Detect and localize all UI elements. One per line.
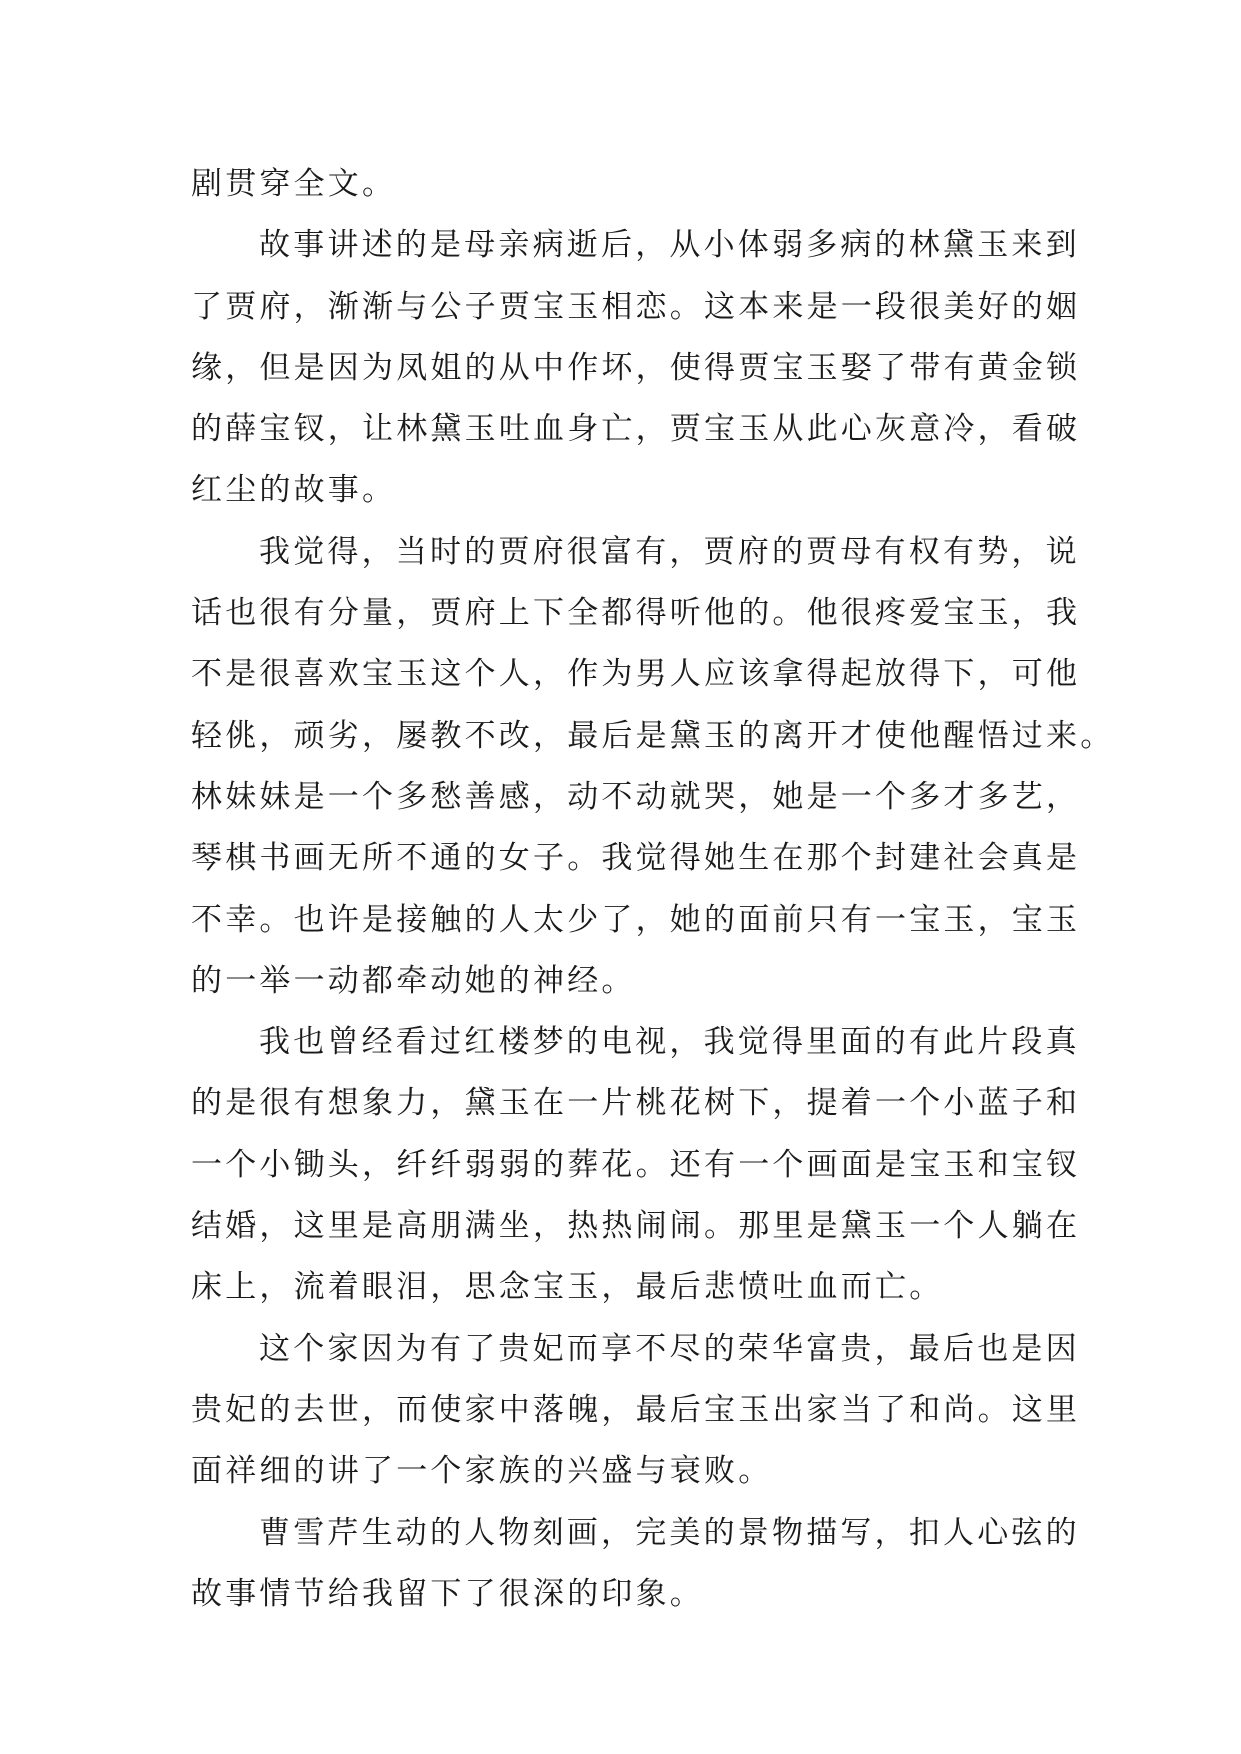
text-line: 轻佻，顽劣，屡教不改，最后是黛玉的离开才使他醒悟过来。 (191, 717, 1115, 754)
text-line: 了贾府，渐渐与公子贾宝玉相恋。这本来是一段很美好的姻 (191, 288, 1081, 325)
text-line: 故事情节给我留下了很深的印象。 (191, 1575, 704, 1612)
text-line: 一个小锄头，纤纤弱弱的葬花。还有一个画面是宝玉和宝钗 (191, 1146, 1081, 1183)
text-line: 林妹妹是一个多愁善感，动不动就哭，她是一个多才多艺， (191, 778, 1081, 815)
text-line: 结婚，这里是高朋满坐，热热闹闹。那里是黛玉一个人躺在 (191, 1208, 1081, 1245)
text-line: 面祥细的讲了一个家族的兴盛与衰败。 (191, 1453, 773, 1490)
text-line: 缘，但是因为凤姐的从中作坏，使得贾宝玉娶了带有黄金锁 (191, 349, 1081, 386)
text-line: 话也很有分量，贾府上下全都得听他的。他很疼爱宝玉，我 (191, 595, 1081, 632)
text-line: 我也曾经看过红楼梦的电视，我觉得里面的有此片段真 (259, 1024, 1080, 1061)
text-line: 红尘的故事。 (191, 472, 397, 509)
text-line: 的是很有想象力，黛玉在一片桃花树下，提着一个小蓝子和 (191, 1085, 1081, 1122)
text-line: 剧贯穿全文。 (191, 166, 397, 202)
text-line: 琴棋书画无所不通的女子。我觉得她生在那个封建社会真是 (191, 840, 1081, 877)
text-line: 不幸。也许是接触的人太少了，她的面前只有一宝玉，宝玉 (191, 901, 1081, 938)
text-line: 这个家因为有了贵妃而享不尽的荣华富贵，最后也是因 (259, 1330, 1080, 1367)
text-line: 不是很喜欢宝玉这个人，作为男人应该拿得起放得下，可他 (191, 656, 1081, 693)
text-line: 贵妃的去世，而使家中落魄，最后宝玉出家当了和尚。这里 (191, 1391, 1081, 1428)
essay-body (191, 154, 1115, 1625)
text-line: 我觉得，当时的贾府很富有，贾府的贾母有权有势，说 (259, 533, 1080, 570)
text-line: 的薛宝钗，让林黛玉吐血身亡，贾宝玉从此心灰意冷，看破 (191, 411, 1081, 448)
text-line: 床上，流着眼泪，思念宝玉，最后悲愤吐血而亡。 (191, 1269, 944, 1306)
text-line: 曹雪芹生动的人物刻画，完美的景物描写，扣人心弦的 (259, 1514, 1080, 1551)
text-line: 故事讲述的是母亲病逝后，从小体弱多病的林黛玉来到 (259, 227, 1080, 264)
text-line: 的一举一动都牵动她的神经。 (191, 962, 636, 999)
